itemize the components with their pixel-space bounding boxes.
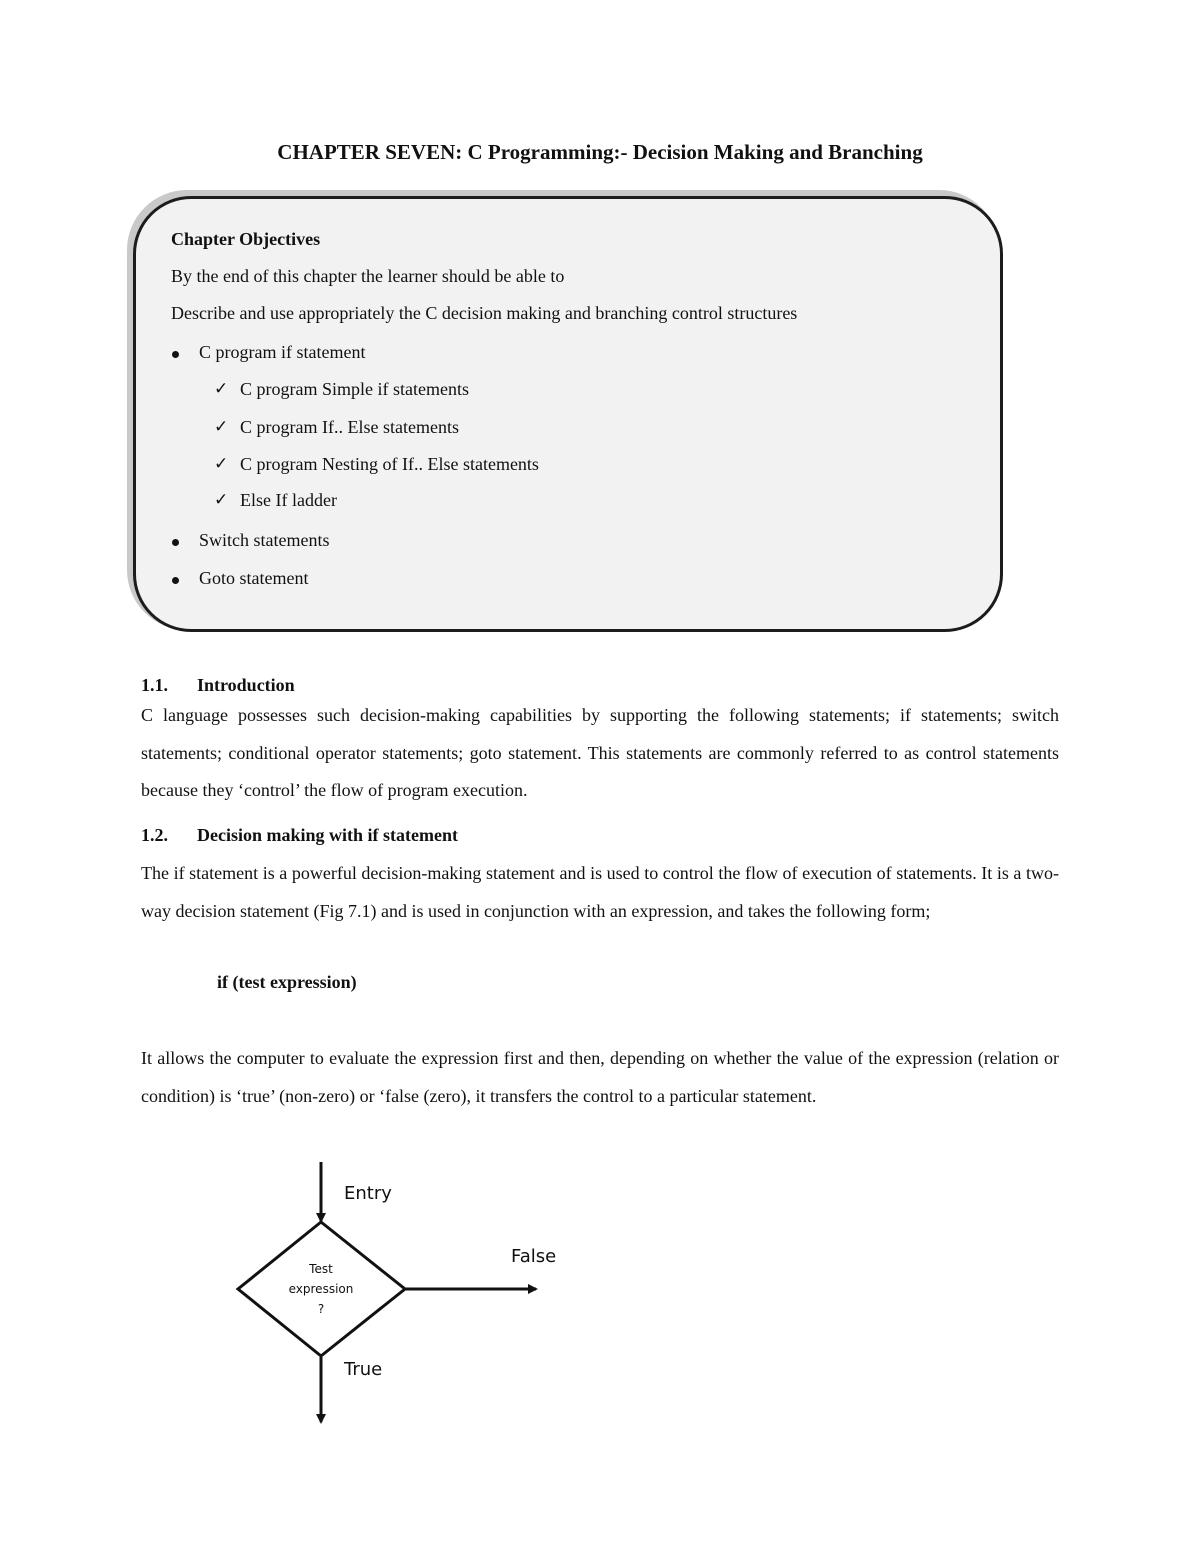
bullet-item: C program if statement	[199, 342, 366, 362]
bullet-item: Switch statements	[199, 530, 330, 550]
section-paragraph: It allows the computer to evaluate the expression first and then, depending on whether the value of the expression (relation or condition) is ‘true’ (non-zero) or ‘false (zero), it transfers the control to a particular statement.	[141, 1048, 1059, 1106]
sub-item: C program Nesting of If.. Else statements	[240, 454, 539, 474]
check-icon: ✓	[214, 417, 229, 437]
check-icon: ✓	[214, 454, 229, 474]
true-label: True	[344, 1359, 383, 1380]
diamond-text-line: Test	[309, 1262, 333, 1276]
diamond-text-line: expression	[288, 1282, 354, 1296]
entry-label: Entry	[344, 1183, 392, 1204]
diamond-text-line: ?	[317, 1302, 325, 1316]
section-paragraph: The if statement is a powerful decision-making statement and is used to control the flow of execution of statements. It is a two-way decision statement (Fig 7.1) and is used in conjunction with an expression, and takes the following form;	[141, 863, 1059, 921]
sub-item: Else If ladder	[240, 490, 337, 510]
section-paragraph: C language possesses such decision-making capabilities by supporting the following statements; if statements; switch statements; conditional operator statements; goto statement. This statements are commonly referred to as control statements because they ‘control’ the flow of program execution.	[141, 705, 1059, 800]
sub-item: C program If.. Else statements	[240, 417, 459, 437]
objectives-heading: Chapter Objectives	[171, 229, 321, 249]
check-icon: ✓	[214, 490, 229, 510]
section-title: Decision making with if statement	[197, 825, 458, 845]
section-number: 1.1.	[141, 675, 168, 695]
section-number: 1.2.	[141, 825, 168, 845]
code-snippet: if (test expression)	[217, 972, 357, 992]
check-icon: ✓	[214, 379, 229, 399]
page-title: CHAPTER SEVEN: C Programming:- Decision Making and Branching	[277, 140, 923, 164]
objectives-description: Describe and use appropriately the C decision making and branching control structures	[171, 303, 798, 323]
bullet-item: Goto statement	[199, 568, 309, 588]
sub-item: C program Simple if statements	[240, 379, 469, 399]
objectives-intro: By the end of this chapter the learner should be able to	[171, 266, 565, 286]
false-label: False	[511, 1246, 557, 1267]
section-title: Introduction	[197, 675, 295, 695]
